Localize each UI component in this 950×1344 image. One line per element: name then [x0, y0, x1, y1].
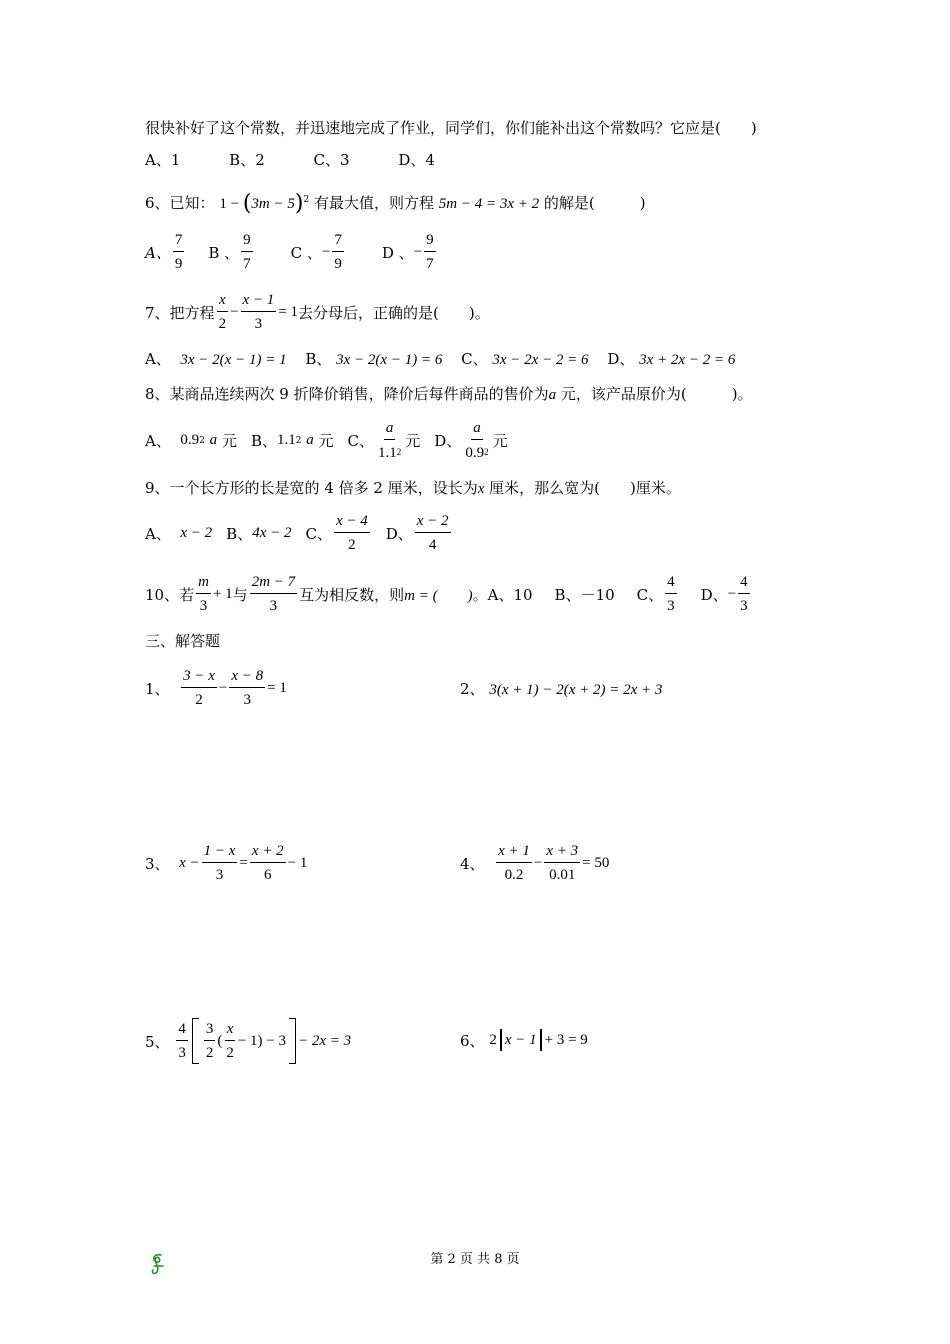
option-label: D 、: [381, 243, 414, 262]
problem-4: 4、 $\frac{x + 1}{0.2}$ − $\frac{x + 3}{0.01}$ = 50: [460, 843, 610, 883]
m-equals: m = ( ): [404, 587, 473, 604]
option-exponent: 2: [295, 435, 302, 446]
fraction: $\frac{x - 1}{3}$: [242, 292, 275, 332]
question-9: [145, 478, 681, 499]
variable: x: [477, 481, 485, 497]
question-8-options: [145, 420, 508, 461]
problem-number: 4、: [460, 854, 485, 873]
option-label: A、: [145, 524, 171, 543]
problem-5: 5、 $\frac{4}{3}$ $\frac{3}{2}$ ( $\frac{x}{2}$ − 1) − 3 − 2x = 3: [145, 1018, 351, 1064]
question-text: 9、一个长方形的长是宽的 4 倍多 2 厘米，设长为: [145, 479, 478, 497]
option-a: A、1: [145, 151, 181, 169]
fraction: $\frac{x + 2}{6}$: [251, 843, 284, 883]
exponent: 2: [303, 195, 310, 205]
question-6-options: [145, 232, 438, 272]
option-variable: a: [209, 432, 218, 448]
fraction: $\frac{9}{7}$: [426, 232, 434, 272]
with-text: 与: [232, 585, 248, 604]
fraction: $\frac{4}{3}$: [740, 574, 748, 614]
question-number: 7、: [145, 303, 170, 322]
option-expression: x − 2: [180, 524, 213, 541]
option-label: B、: [250, 432, 277, 450]
question-prefix: 若: [179, 585, 195, 604]
question-suffix: 的解是( ): [543, 194, 646, 212]
sign: −: [413, 243, 423, 260]
problem-1: 1、 $\frac{3 - x}{2}$ − $\frac{x - 8}{3}$ = 1: [145, 668, 287, 708]
mid-text: 互为相反数，则: [299, 585, 405, 604]
problem-number: 3、: [145, 854, 170, 873]
sign: −: [321, 243, 331, 260]
question-5-text: 很快补好了这个常数，并迅速地完成了作业，同学们，你们能补出这个常数吗？它应是( ): [145, 119, 757, 137]
fraction: $\frac{3}{2}$: [205, 1021, 214, 1061]
option-label: C、: [305, 524, 332, 543]
fraction: $\frac{x}{2}$: [218, 292, 227, 332]
question-6: [145, 190, 646, 214]
fraction: $\frac{x - 8}{3}$: [231, 668, 264, 708]
fraction: $\frac{x}{2}$: [226, 1021, 234, 1061]
problem-number: 2、: [460, 680, 485, 698]
fraction: $\frac{7}{9}$: [174, 232, 183, 272]
option-base: 0.9: [180, 432, 200, 448]
question-prefix: 已知：: [169, 194, 215, 212]
option-label: B、: [226, 524, 253, 543]
fraction: $\frac{x - 2}{4}$: [416, 513, 449, 553]
option-variable: a: [306, 432, 314, 448]
fraction: $\frac{4}{3}$: [178, 1021, 186, 1061]
problem-3: 3、 x − $\frac{1 - x}{3}$ = $\frac{x + 2}{6}$ − 1: [145, 843, 308, 883]
question-text: 元，该产品原价为( )。: [560, 385, 753, 403]
option-label: A、: [145, 432, 171, 450]
option-label: D、: [607, 350, 635, 368]
question-text: 8、某商品连续两次 9 折降价销售，降价后每件商品的售价为: [145, 385, 549, 403]
option-unit: 元: [221, 432, 237, 450]
problem-number: 5、: [145, 1032, 170, 1051]
section-title: 三、解答题: [145, 632, 221, 650]
question-prefix: 把方程: [169, 303, 215, 322]
option-unit: 元: [318, 432, 334, 450]
variable: a: [548, 387, 557, 403]
close-paren: ): [294, 191, 304, 216]
option-label: C、: [347, 432, 375, 450]
equals: = 1: [278, 303, 299, 320]
question-middle: 有最大值，则方程: [313, 194, 434, 212]
abs-bar-right: [540, 1029, 542, 1051]
equation: 3(x + 1) − 2(x + 2) = 2x + 3: [489, 682, 663, 698]
open-paren: (: [242, 191, 252, 216]
expression-inner: 3m − 5: [251, 196, 295, 212]
page-footer: 第 2 页 共 8 页: [430, 1252, 520, 1267]
option-label: D、: [700, 585, 728, 604]
option-expression: 3x − 2(x − 1) = 1: [180, 352, 287, 368]
option-expression: 3x − 2(x − 1) = 6: [336, 352, 443, 368]
option-label: B 、: [208, 243, 240, 262]
problem-number: 1、: [145, 679, 170, 698]
problem-number: 6、: [460, 1031, 485, 1050]
question-9-options: [145, 513, 453, 553]
problem-6: 6、 2 x − 1 + 3 = 9: [460, 1029, 588, 1051]
option-a: 。A、10: [472, 585, 533, 604]
question-7: [145, 292, 490, 332]
problem-2: [460, 678, 662, 699]
option-b: B、2: [229, 151, 265, 169]
option-label: C、: [636, 585, 664, 604]
option-label: B、: [305, 350, 332, 368]
question-suffix: 去分母后，正确的是( )。: [298, 303, 490, 322]
option-label: A、: [145, 243, 171, 262]
option-label: A、: [145, 350, 171, 368]
option-expression: 3x − 2x − 2 = 6: [492, 352, 589, 368]
fraction: $\frac{a}{1.12}$: [378, 420, 402, 461]
option-unit: 元: [492, 432, 508, 450]
question-text: 厘米，那么宽为( )厘米。: [489, 479, 681, 497]
question-8: [145, 384, 753, 405]
fraction: $\frac{x - 4}{2}$: [335, 513, 368, 553]
option-unit: 元: [405, 432, 421, 450]
question-7-options: [145, 349, 735, 370]
question-5-continuation: [145, 118, 757, 138]
fraction: $\frac{4}{3}$: [667, 574, 675, 614]
option-b: B、－10: [554, 585, 615, 604]
expression-start: 1 −: [219, 196, 243, 212]
plus-one: + 1: [212, 585, 233, 602]
abs-bar-left: [500, 1029, 502, 1051]
fraction: $\frac{a}{0.92}$: [465, 420, 489, 461]
option-exponent: 2: [199, 435, 205, 446]
right-bracket: [289, 1018, 296, 1064]
option-label: D、: [385, 524, 413, 543]
fraction: $\frac{9}{7}$: [243, 232, 251, 272]
option-base: 1.1: [276, 432, 296, 448]
fraction: $\frac{x + 1}{0.2}$: [498, 843, 530, 883]
option-label: C、: [461, 350, 488, 368]
question-5-options: [145, 150, 435, 170]
question-number: 10、: [145, 585, 180, 604]
fraction: $\frac{3 - x}{2}$: [183, 668, 215, 708]
fraction: $\frac{2m - 7}{3}$: [251, 574, 296, 614]
option-label: D、: [434, 432, 462, 450]
option-d: D、4: [398, 151, 435, 169]
option-label: C 、: [290, 243, 322, 262]
minus: −: [230, 303, 239, 320]
left-bracket: [192, 1018, 199, 1064]
question-10: [145, 574, 752, 614]
option-expression: 4x − 2: [252, 524, 292, 541]
question-number: 6、: [145, 194, 170, 212]
fraction: $\frac{m}{3}$: [198, 574, 209, 614]
option-expression: 3x + 2x − 2 = 6: [639, 352, 736, 368]
option-c: C、3: [313, 151, 350, 169]
fraction: $\frac{7}{9}$: [334, 232, 342, 272]
fraction: $\frac{x + 3}{0.01}$: [546, 843, 579, 883]
sign: −: [727, 585, 737, 602]
equation: 5m − 4 = 3x + 2: [438, 196, 540, 212]
fraction: $\frac{1 - x}{3}$: [203, 843, 236, 883]
